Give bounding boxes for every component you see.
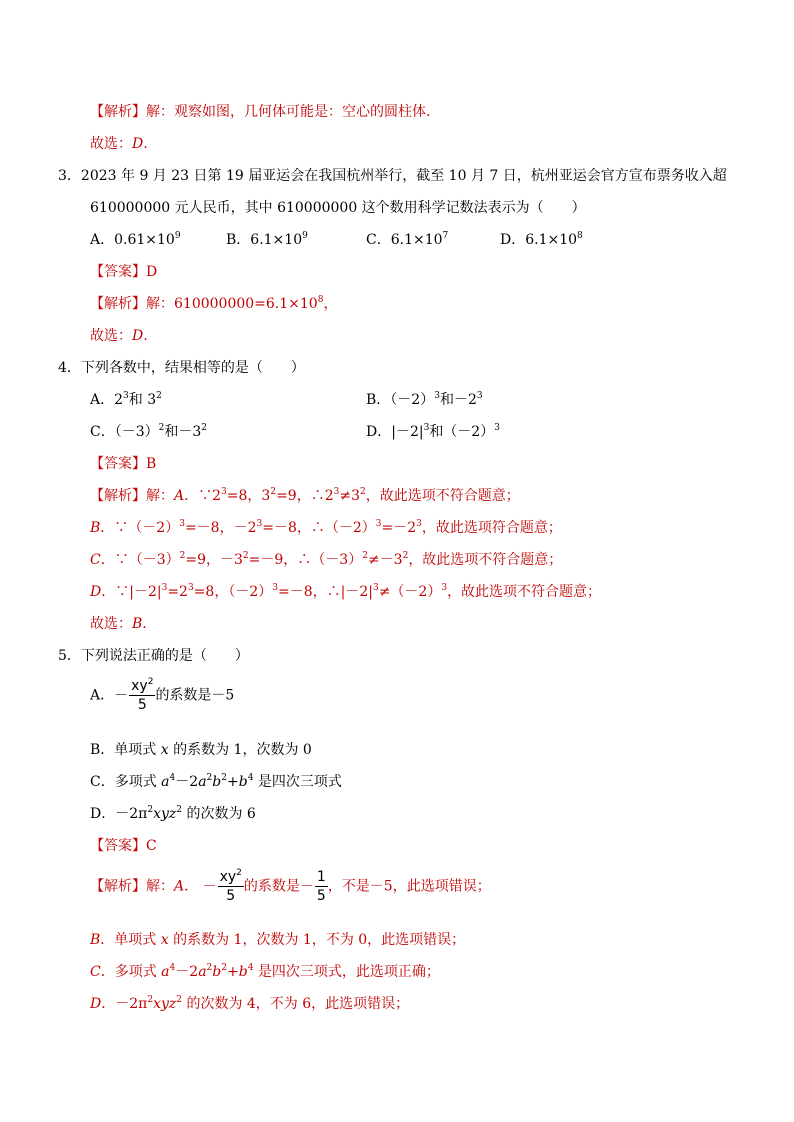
exponent: 2: [201, 423, 208, 433]
analysis-text: ∵|－2|: [115, 584, 162, 600]
q5-analysis-a: [90, 868, 491, 905]
option-label: C．: [366, 232, 391, 248]
q5-analysis-d: [90, 995, 409, 1013]
variable: a: [198, 964, 207, 980]
option-text: 6.1×10: [525, 232, 578, 248]
analysis-text: =8，3: [226, 488, 271, 504]
option-text: 单项式: [114, 742, 161, 758]
exponent: 2: [362, 551, 368, 561]
option-text: 的次数为 6: [182, 806, 256, 822]
q4-stem: [58, 359, 305, 377]
analysis-text: ．: [100, 932, 115, 948]
analysis-text: －2π: [115, 996, 148, 1012]
option-text: |－2|: [391, 424, 424, 440]
q3-option-a: [90, 231, 181, 249]
exponent: 3: [256, 519, 263, 529]
exponent: 2: [270, 487, 277, 497]
option-ref: A: [174, 488, 185, 504]
option-label: C．: [90, 424, 115, 440]
exponent: 3: [179, 519, 185, 529]
exponent: 3: [441, 583, 448, 593]
analysis-text: ．: [184, 878, 199, 895]
exponent: 3: [123, 391, 129, 401]
option-text: －2π: [115, 806, 148, 822]
analysis-text: ，故此选项不符合题意；: [447, 584, 602, 600]
q3-stem-line2: [90, 199, 586, 217]
option-ref: D: [90, 584, 102, 600]
exponent: 3: [272, 583, 278, 593]
option-label: A．: [90, 232, 115, 248]
q4-analysis-c: [90, 551, 562, 569]
variable: a: [161, 964, 170, 980]
exponent: 2: [156, 391, 162, 401]
q5-stem: [58, 647, 249, 665]
analysis-text: ，故此选项不符合题意；: [408, 552, 563, 568]
analysis-text: ，: [323, 296, 338, 312]
q3-answer: [90, 263, 157, 281]
conclusion-prefix: 故选：: [90, 136, 132, 152]
exponent: 3: [187, 583, 194, 593]
option-ref: C: [90, 964, 101, 980]
exponent: 9: [174, 231, 181, 241]
answer-value: C: [146, 838, 157, 854]
variable: b: [238, 774, 248, 790]
analysis-text: 单项式: [114, 932, 161, 948]
fraction-denominator: 5: [137, 697, 147, 713]
exponent: 3: [476, 391, 483, 401]
exponent: 9: [302, 231, 308, 241]
option-text: 的系数是－5: [155, 687, 235, 704]
exponent: 3: [372, 583, 379, 593]
question-number: 4．: [58, 360, 81, 376]
exponent: 7: [442, 231, 449, 241]
exponent: 3: [434, 391, 440, 401]
option-text: －2: [175, 774, 199, 790]
conclusion-period: .: [143, 136, 148, 152]
exponent: 2: [158, 423, 165, 433]
option-ref: B: [90, 520, 101, 536]
exponent: 2: [147, 995, 154, 1005]
q4-option-d: [366, 423, 500, 441]
exponent: 4: [247, 963, 254, 973]
exponent: 3: [423, 423, 430, 433]
analysis-text: ，不是－5，此选项错误；: [327, 878, 491, 895]
exponent: 2: [147, 677, 154, 687]
q5-answer: [90, 837, 157, 855]
analysis-text: －2: [175, 964, 199, 980]
q4-conclusion: [90, 615, 147, 633]
option-label: D．: [366, 424, 392, 440]
conclusion-answer: D: [132, 328, 144, 344]
analysis-text: +: [226, 964, 239, 980]
option-label: B．: [226, 232, 251, 248]
analysis-text: ．: [184, 488, 199, 504]
conclusion-prefix: 故选：: [90, 328, 132, 344]
variable: xyz: [153, 996, 177, 1012]
conclusion-period: .: [142, 616, 147, 632]
q5-option-b: [90, 741, 312, 759]
analysis-text: 的次数为 4，不为 6，此选项错误；: [182, 996, 410, 1012]
analysis-text: 的系数为 1，次数为 1，不为 0，此选项错误；: [168, 932, 466, 948]
analysis-text: =－2: [381, 520, 417, 536]
analysis-text: 多项式: [114, 964, 162, 980]
exponent: 3: [161, 583, 168, 593]
exponent: 2: [236, 868, 242, 878]
question-stem: 下列各数中，结果相等的是（ ）: [80, 360, 305, 376]
q5-option-d: [90, 805, 256, 823]
option-ref: A: [174, 878, 185, 895]
q5-option-c: [90, 773, 342, 791]
question-stem: 2023 年 9 月 23 日第 19 届亚运会在我国杭州举行，截至 10 月 7 日，杭州亚运会官方宣布票务收入超: [80, 168, 727, 184]
analysis-text: 解：观察如图，几何体可能是：空心的圆柱体.: [146, 104, 431, 120]
analysis-text: 的系数是: [243, 878, 300, 895]
exponent: 2: [402, 551, 409, 561]
analysis-text: ∵（－2）: [114, 520, 180, 536]
option-text: 和－2: [439, 392, 477, 408]
q3-option-d: [500, 231, 583, 249]
exponent: 8: [317, 295, 324, 305]
option-text: 6.1×10: [390, 232, 443, 248]
option-label: A．: [90, 687, 115, 704]
variable: x: [160, 932, 169, 948]
answer-tag: 【答案】: [90, 838, 146, 854]
answer-value: B: [146, 456, 157, 472]
exponent: 2: [176, 995, 182, 1005]
numerator-text: xy: [219, 869, 237, 885]
variable: a: [161, 774, 170, 790]
analysis-text: 解：610000000=6.1×10: [146, 296, 318, 312]
option-label: A．: [90, 392, 115, 408]
exponent: 3: [221, 487, 227, 497]
analysis-text: ≠3: [339, 488, 360, 504]
exponent: 3: [494, 423, 500, 433]
exponent: 4: [247, 773, 254, 783]
analysis-text: 是四次三项式，此选项正确；: [253, 964, 440, 980]
q3-option-b: [226, 231, 308, 249]
fraction-numerator: [218, 868, 244, 887]
option-text: 是四次三项式: [253, 774, 342, 790]
fraction: [218, 868, 244, 905]
minus-sign: －: [114, 687, 129, 704]
exponent: 2: [206, 963, 213, 973]
option-text: 0.61×10: [114, 232, 175, 248]
analysis-text: =－8，∴（－2）: [262, 520, 376, 536]
q4-analysis-d: [90, 583, 601, 601]
analysis-tag: 【解析】: [90, 878, 146, 895]
question-stem: 610000000 元人民币，其中 610000000 这个数用科学记数法表示为（ ）: [90, 200, 586, 216]
exponent: 2: [221, 963, 227, 973]
analysis-text: ．: [101, 584, 116, 600]
question-stem: 下列说法正确的是（ ）: [80, 648, 249, 664]
minus-sign: －: [202, 878, 217, 895]
q3-analysis: [90, 295, 337, 313]
analysis-text: =2: [167, 584, 188, 600]
option-label: B．: [366, 392, 391, 408]
option-label: B．: [90, 742, 115, 758]
q5-option-a: [90, 677, 234, 714]
analysis-text: ∵2: [198, 488, 222, 504]
answer-tag: 【答案】: [90, 264, 146, 280]
answer-tag: 【答案】: [90, 456, 146, 472]
option-text: （－3）: [114, 424, 159, 440]
fraction-denominator: 5: [316, 888, 326, 904]
conclusion-prefix: 故选：: [90, 616, 132, 632]
analysis-text: ．: [100, 520, 115, 536]
analysis-text: =－9，∴（－3）: [248, 552, 363, 568]
question-number: 3．: [58, 168, 81, 184]
analysis-text: =－8，－2: [184, 520, 257, 536]
option-ref: B: [90, 932, 101, 948]
minus-sign: －: [299, 878, 314, 895]
exponent: 2: [179, 551, 186, 561]
option-text: 和－3: [164, 424, 202, 440]
analysis-text: =－8，∴|－2|: [277, 584, 373, 600]
conclusion-answer: B: [132, 616, 143, 632]
fraction: [129, 677, 155, 714]
variable: b: [212, 774, 222, 790]
exponent: 2: [221, 773, 227, 783]
fraction-numerator: 1: [316, 869, 326, 885]
analysis-text: ．: [101, 996, 116, 1012]
option-ref: C: [90, 552, 101, 568]
q4-analysis-b: [90, 519, 562, 537]
analysis-text: ．: [100, 964, 115, 980]
exponent: 3: [333, 487, 340, 497]
variable: b: [212, 964, 222, 980]
q5-analysis-b: [90, 931, 465, 949]
exponent: 4: [169, 773, 176, 783]
option-text: 的系数为 1，次数为 0: [168, 742, 312, 758]
q4-option-a: [90, 391, 162, 409]
exponent: 3: [375, 519, 382, 529]
analysis-text: ≠（－2）: [378, 584, 442, 600]
q5-analysis-c: [90, 963, 440, 981]
analysis-text: =9，∴2: [276, 488, 334, 504]
q3-conclusion: [90, 327, 148, 345]
analysis-text: =9，－3: [185, 552, 243, 568]
exponent: 8: [577, 231, 583, 241]
analysis-tag: 【解析】: [90, 296, 146, 312]
answer-value: D: [146, 264, 158, 280]
variable: a: [198, 774, 207, 790]
variable: x: [160, 742, 169, 758]
exponent: 2: [359, 487, 366, 497]
exponent: 2: [206, 773, 213, 783]
option-text: （－2）: [390, 392, 435, 408]
fraction-denominator: 5: [226, 888, 236, 904]
option-text: 和 3: [128, 392, 157, 408]
analysis-text: ，故此选项符合题意；: [421, 520, 562, 536]
q4-option-b: [366, 391, 483, 409]
analysis-text: 解：: [146, 488, 174, 504]
exponent: 3: [416, 519, 422, 529]
option-text: 6.1×10: [250, 232, 303, 248]
analysis-text: ≠－3: [367, 552, 403, 568]
option-text: 和（－2）: [429, 424, 495, 440]
fraction-numerator: [129, 677, 155, 696]
analysis-text: ，故此选项不符合题意；: [365, 488, 520, 504]
option-text: 多项式: [114, 774, 162, 790]
fraction: [315, 868, 328, 905]
option-ref: D: [90, 996, 102, 1012]
option-text: 2: [114, 392, 124, 408]
variable: xyz: [153, 806, 177, 822]
analysis-text: 解：: [146, 878, 174, 895]
exponent: 2: [242, 551, 249, 561]
q4-option-c: [90, 423, 207, 441]
q3-option-c: [366, 231, 448, 249]
variable: b: [238, 964, 248, 980]
option-label: D．: [500, 232, 526, 248]
analysis-tag: 【解析】: [90, 104, 146, 120]
numerator-text: xy: [131, 678, 148, 694]
analysis-text: ．: [100, 552, 115, 568]
analysis-text: ∵（－3）: [114, 552, 180, 568]
q3-stem-line1: [58, 167, 727, 185]
exponent: 2: [147, 805, 154, 815]
analysis-text: =8，（－2）: [193, 584, 273, 600]
q4-analysis-a: [90, 487, 520, 505]
conclusion-period: .: [143, 328, 148, 344]
exponent: 4: [169, 963, 176, 973]
option-label: C．: [90, 774, 115, 790]
q2-analysis: [90, 103, 430, 121]
q2-conclusion: [90, 135, 148, 153]
q4-answer: [90, 455, 156, 473]
option-text: +: [226, 774, 239, 790]
option-label: D．: [90, 806, 116, 822]
question-number: 5．: [58, 648, 81, 664]
analysis-tag: 【解析】: [90, 488, 146, 504]
conclusion-answer: D: [132, 136, 144, 152]
exponent: 2: [176, 805, 182, 815]
